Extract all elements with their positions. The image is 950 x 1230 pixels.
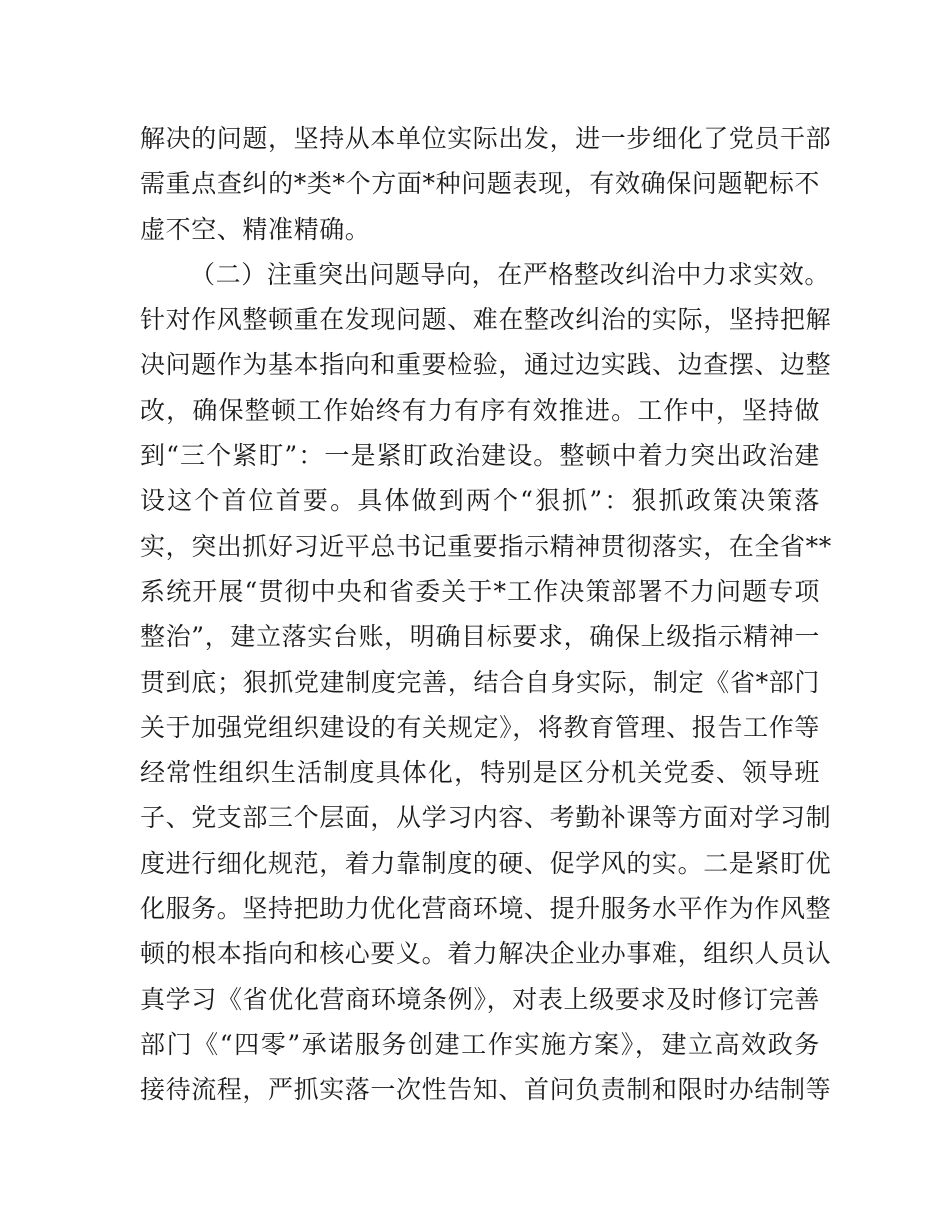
text-line: 部门《“四零”承诺服务创建工作实施方案》，建立高效政务 [140,1029,820,1059]
section-heading-line: （二）注重突出问题导向，在严格整改纠治中力求实效。 [190,259,831,289]
text-line: 系统开展“贯彻中央和省委关于*工作决策部署不力问题专项 [140,576,820,606]
document-body [140,116,832,1113]
text-line: 整治”，建立落实台账，明确目标要求，确保上级指示精神一 [140,622,820,652]
text-line: 真学习《省优化营商环境条例》，对表上级要求及时修订完善 [140,984,820,1014]
text-line: 设这个首位首要。具体做到两个“狠抓”：狠抓政策决策落 [140,486,820,516]
text-line: 度进行细化规范，着力靠制度的硬、促学风的实。二是紧盯优 [140,848,832,878]
text-line: 解决的问题，坚持从本单位实际出发，进一步细化了党员干部 [140,124,832,153]
text-line: 实，突出抓好习近平总书记重要指示精神贯彻落实，在全省** [140,531,832,561]
text-line: 经常性组织生活制度具体化，特别是区分机关党委、领导班 [140,758,820,788]
text-line: 需重点查纠的*类*个方面*种问题表现，有效确保问题靶标不 [140,169,820,199]
text-line: 改，确保整顿工作始终有力有序有效推进。工作中，坚持做 [140,395,820,425]
text-line: 接待流程，严抓实落一次性告知、首问负责制和限时办结制等 [140,1075,832,1105]
text-line: 针对作风整顿重在发现问题、难在整改纠治的实际，坚持把解 [140,305,832,335]
text-line: 到“三个紧盯”：一是紧盯政治建设。整顿中着力突出政治建 [140,441,820,471]
text-line: 决问题作为基本指向和重要检验，通过边实践、边查摆、边整 [140,350,832,380]
text-line: 顿的根本指向和核心要义。着力解决企业办事难，组织人员认 [140,939,832,969]
text-line: 虚不空、精准精确。 [140,214,371,244]
text-line: 贯到底；狠抓党建制度完善，结合自身实际，制定《省*部门 [140,667,820,697]
text-line: 子、党支部三个层面，从学习内容、考勤补课等方面对学习制 [140,803,832,833]
text-line: 关于加强党组织建设的有关规定》，将教育管理、报告工作等 [140,712,820,742]
text-line: 化服务。坚持把助力优化营商环境、提升服务水平作为作风整 [140,894,832,924]
